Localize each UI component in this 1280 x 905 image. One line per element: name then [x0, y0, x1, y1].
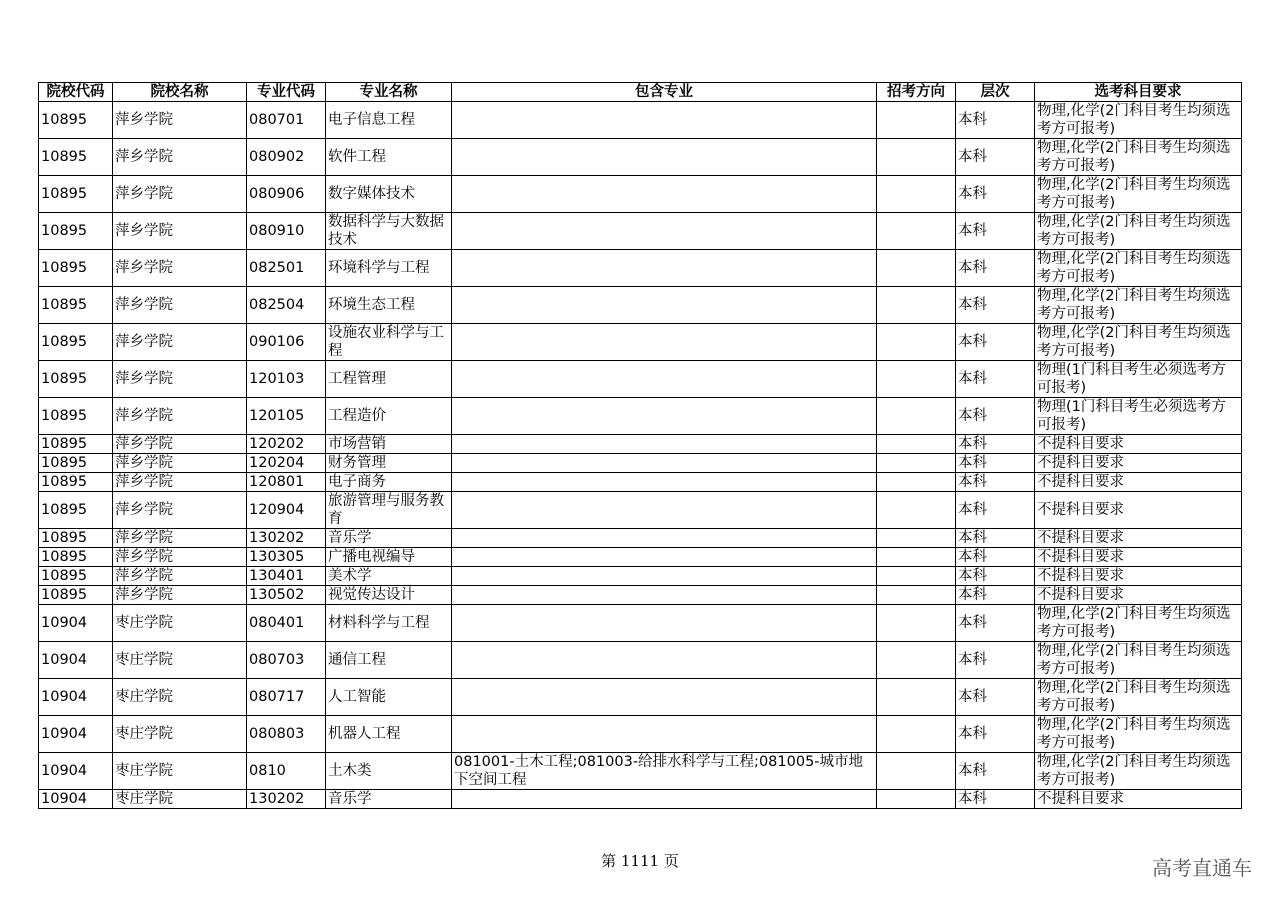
cell-major-name: 广播电视编导 — [326, 548, 452, 567]
table-row — [39, 324, 1242, 361]
cell-school-code: 10904 — [39, 790, 113, 809]
header-row — [39, 83, 1242, 102]
cell-major-code: 080401 — [247, 605, 326, 642]
cell-major-name: 电子信息工程 — [326, 102, 452, 139]
cell-major-name: 数字媒体技术 — [326, 176, 452, 213]
cell-direction — [877, 642, 956, 679]
table-row — [39, 454, 1242, 473]
cell-school-name: 萍乡学院 — [113, 586, 247, 605]
cell-school-name: 萍乡学院 — [113, 361, 247, 398]
cell-level: 本科 — [956, 176, 1035, 213]
cell-school-name: 萍乡学院 — [113, 176, 247, 213]
cell-major-code: 120105 — [247, 398, 326, 435]
table-row — [39, 679, 1242, 716]
cell-direction — [877, 567, 956, 586]
header-direction: 招考方向 — [877, 83, 956, 102]
cell-included-majors — [452, 287, 877, 324]
cell-major-code: 080701 — [247, 102, 326, 139]
table-row — [39, 716, 1242, 753]
cell-direction — [877, 529, 956, 548]
cell-school-name: 萍乡学院 — [113, 492, 247, 529]
cell-level: 本科 — [956, 605, 1035, 642]
cell-subject-requirement: 物理,化学(2门科目考生均须选考方可报考) — [1035, 324, 1242, 361]
cell-school-name: 枣庄学院 — [113, 679, 247, 716]
cell-school-name: 萍乡学院 — [113, 548, 247, 567]
cell-level: 本科 — [956, 642, 1035, 679]
cell-school-code: 10895 — [39, 473, 113, 492]
cell-level: 本科 — [956, 586, 1035, 605]
cell-level: 本科 — [956, 567, 1035, 586]
cell-major-name: 设施农业科学与工程 — [326, 324, 452, 361]
cell-major-code: 090106 — [247, 324, 326, 361]
cell-school-name: 萍乡学院 — [113, 287, 247, 324]
cell-direction — [877, 250, 956, 287]
cell-school-name: 枣庄学院 — [113, 605, 247, 642]
cell-school-code: 10895 — [39, 492, 113, 529]
cell-school-name: 萍乡学院 — [113, 213, 247, 250]
cell-school-name: 枣庄学院 — [113, 790, 247, 809]
cell-direction — [877, 492, 956, 529]
cell-subject-requirement: 物理,化学(2门科目考生均须选考方可报考) — [1035, 642, 1242, 679]
table-row — [39, 567, 1242, 586]
cell-included-majors — [452, 642, 877, 679]
cell-school-code: 10895 — [39, 435, 113, 454]
cell-level: 本科 — [956, 790, 1035, 809]
cell-included-majors: 081001-土木工程;081003-给排水科学与工程;081005-城市地下空间工程 — [452, 753, 877, 790]
watermark: 高考直通车 — [1152, 856, 1252, 880]
cell-level: 本科 — [956, 102, 1035, 139]
table-row — [39, 139, 1242, 176]
cell-subject-requirement: 不提科目要求 — [1035, 435, 1242, 454]
cell-included-majors — [452, 529, 877, 548]
table-row — [39, 790, 1242, 809]
cell-direction — [877, 324, 956, 361]
cell-direction — [877, 473, 956, 492]
cell-school-name: 枣庄学院 — [113, 716, 247, 753]
cell-major-name: 财务管理 — [326, 454, 452, 473]
table-body — [39, 102, 1242, 809]
cell-major-name: 材料科学与工程 — [326, 605, 452, 642]
cell-school-code: 10904 — [39, 605, 113, 642]
cell-major-code: 130202 — [247, 790, 326, 809]
cell-included-majors — [452, 586, 877, 605]
cell-major-name: 环境科学与工程 — [326, 250, 452, 287]
cell-level: 本科 — [956, 213, 1035, 250]
cell-level: 本科 — [956, 454, 1035, 473]
cell-major-name: 机器人工程 — [326, 716, 452, 753]
cell-subject-requirement: 不提科目要求 — [1035, 567, 1242, 586]
cell-subject-requirement: 不提科目要求 — [1035, 529, 1242, 548]
cell-school-code: 10895 — [39, 548, 113, 567]
cell-subject-requirement: 不提科目要求 — [1035, 473, 1242, 492]
cell-school-name: 萍乡学院 — [113, 324, 247, 361]
cell-major-code: 130502 — [247, 586, 326, 605]
cell-major-code: 120103 — [247, 361, 326, 398]
cell-direction — [877, 790, 956, 809]
cell-subject-requirement: 物理(1门科目考生必须选考方可报考) — [1035, 361, 1242, 398]
cell-level: 本科 — [956, 324, 1035, 361]
cell-subject-requirement: 物理,化学(2门科目考生均须选考方可报考) — [1035, 213, 1242, 250]
cell-major-code: 0810 — [247, 753, 326, 790]
cell-subject-requirement: 物理,化学(2门科目考生均须选考方可报考) — [1035, 250, 1242, 287]
table-row — [39, 529, 1242, 548]
cell-direction — [877, 176, 956, 213]
table-row — [39, 586, 1242, 605]
cell-included-majors — [452, 176, 877, 213]
cell-school-code: 10895 — [39, 250, 113, 287]
cell-major-code: 080803 — [247, 716, 326, 753]
cell-included-majors — [452, 435, 877, 454]
cell-major-code: 120202 — [247, 435, 326, 454]
cell-school-code: 10895 — [39, 176, 113, 213]
cell-school-name: 萍乡学院 — [113, 435, 247, 454]
cell-school-code: 10904 — [39, 642, 113, 679]
cell-direction — [877, 586, 956, 605]
table-row — [39, 605, 1242, 642]
cell-direction — [877, 139, 956, 176]
cell-level: 本科 — [956, 250, 1035, 287]
cell-major-code: 120204 — [247, 454, 326, 473]
cell-subject-requirement: 不提科目要求 — [1035, 790, 1242, 809]
cell-level: 本科 — [956, 753, 1035, 790]
cell-major-name: 土木类 — [326, 753, 452, 790]
cell-subject-requirement: 不提科目要求 — [1035, 454, 1242, 473]
cell-major-code: 130202 — [247, 529, 326, 548]
cell-included-majors — [452, 605, 877, 642]
page-number: 第 1111 页 — [601, 852, 679, 870]
cell-major-code: 082504 — [247, 287, 326, 324]
admission-table — [38, 82, 1242, 809]
cell-school-code: 10904 — [39, 679, 113, 716]
table-row — [39, 435, 1242, 454]
cell-major-code: 080906 — [247, 176, 326, 213]
cell-major-name: 工程造价 — [326, 398, 452, 435]
cell-direction — [877, 548, 956, 567]
table-row — [39, 473, 1242, 492]
cell-direction — [877, 361, 956, 398]
table-row — [39, 548, 1242, 567]
cell-major-name: 环境生态工程 — [326, 287, 452, 324]
cell-included-majors — [452, 454, 877, 473]
cell-subject-requirement: 物理,化学(2门科目考生均须选考方可报考) — [1035, 139, 1242, 176]
cell-subject-requirement: 物理,化学(2门科目考生均须选考方可报考) — [1035, 753, 1242, 790]
cell-major-code: 120801 — [247, 473, 326, 492]
cell-subject-requirement: 不提科目要求 — [1035, 586, 1242, 605]
cell-school-code: 10895 — [39, 213, 113, 250]
cell-major-name: 软件工程 — [326, 139, 452, 176]
cell-major-code: 120904 — [247, 492, 326, 529]
cell-included-majors — [452, 213, 877, 250]
cell-level: 本科 — [956, 287, 1035, 324]
cell-major-name: 电子商务 — [326, 473, 452, 492]
cell-major-name: 工程管理 — [326, 361, 452, 398]
cell-subject-requirement: 物理,化学(2门科目考生均须选考方可报考) — [1035, 287, 1242, 324]
cell-subject-requirement: 物理,化学(2门科目考生均须选考方可报考) — [1035, 716, 1242, 753]
cell-level: 本科 — [956, 473, 1035, 492]
cell-level: 本科 — [956, 529, 1035, 548]
table-row — [39, 176, 1242, 213]
table-row — [39, 492, 1242, 529]
cell-school-code: 10895 — [39, 361, 113, 398]
cell-school-code: 10904 — [39, 716, 113, 753]
cell-school-name: 萍乡学院 — [113, 250, 247, 287]
cell-school-name: 萍乡学院 — [113, 529, 247, 548]
cell-level: 本科 — [956, 435, 1035, 454]
table-row — [39, 398, 1242, 435]
cell-major-name: 人工智能 — [326, 679, 452, 716]
table-row — [39, 287, 1242, 324]
cell-major-code: 080910 — [247, 213, 326, 250]
cell-direction — [877, 716, 956, 753]
header-school-code: 院校代码 — [39, 83, 113, 102]
cell-school-code: 10895 — [39, 529, 113, 548]
cell-school-code: 10895 — [39, 454, 113, 473]
cell-subject-requirement: 物理,化学(2门科目考生均须选考方可报考) — [1035, 176, 1242, 213]
cell-school-code: 10895 — [39, 139, 113, 176]
cell-school-name: 萍乡学院 — [113, 398, 247, 435]
cell-major-code: 080703 — [247, 642, 326, 679]
header-level: 层次 — [956, 83, 1035, 102]
cell-major-name: 市场营销 — [326, 435, 452, 454]
cell-included-majors — [452, 102, 877, 139]
cell-school-code: 10895 — [39, 102, 113, 139]
cell-major-name: 通信工程 — [326, 642, 452, 679]
header-subject-requirement: 选考科目要求 — [1035, 83, 1242, 102]
cell-direction — [877, 398, 956, 435]
cell-major-code: 082501 — [247, 250, 326, 287]
cell-included-majors — [452, 398, 877, 435]
header-school-name: 院校名称 — [113, 83, 247, 102]
cell-subject-requirement: 物理,化学(2门科目考生均须选考方可报考) — [1035, 605, 1242, 642]
cell-school-name: 萍乡学院 — [113, 139, 247, 176]
cell-school-code: 10895 — [39, 324, 113, 361]
cell-school-code: 10895 — [39, 567, 113, 586]
cell-school-name: 萍乡学院 — [113, 567, 247, 586]
cell-school-name: 萍乡学院 — [113, 473, 247, 492]
cell-direction — [877, 435, 956, 454]
cell-major-name: 视觉传达设计 — [326, 586, 452, 605]
cell-subject-requirement: 物理,化学(2门科目考生均须选考方可报考) — [1035, 679, 1242, 716]
cell-included-majors — [452, 716, 877, 753]
cell-school-code: 10895 — [39, 586, 113, 605]
cell-major-name: 旅游管理与服务教育 — [326, 492, 452, 529]
table-row — [39, 642, 1242, 679]
cell-direction — [877, 454, 956, 473]
cell-direction — [877, 287, 956, 324]
cell-school-code: 10895 — [39, 287, 113, 324]
cell-included-majors — [452, 492, 877, 529]
cell-subject-requirement: 不提科目要求 — [1035, 492, 1242, 529]
cell-subject-requirement: 物理(1门科目考生必须选考方可报考) — [1035, 398, 1242, 435]
cell-school-code: 10904 — [39, 753, 113, 790]
cell-included-majors — [452, 790, 877, 809]
cell-direction — [877, 753, 956, 790]
cell-school-name: 萍乡学院 — [113, 102, 247, 139]
table-row — [39, 213, 1242, 250]
header-major-code: 专业代码 — [247, 83, 326, 102]
cell-level: 本科 — [956, 679, 1035, 716]
cell-major-code: 080902 — [247, 139, 326, 176]
cell-direction — [877, 213, 956, 250]
cell-level: 本科 — [956, 361, 1035, 398]
cell-school-name: 萍乡学院 — [113, 454, 247, 473]
header-major-name: 专业名称 — [326, 83, 452, 102]
cell-major-name: 音乐学 — [326, 529, 452, 548]
header-included-majors: 包含专业 — [452, 83, 877, 102]
cell-included-majors — [452, 324, 877, 361]
cell-direction — [877, 679, 956, 716]
table-row — [39, 753, 1242, 790]
cell-included-majors — [452, 473, 877, 492]
cell-major-code: 130305 — [247, 548, 326, 567]
cell-included-majors — [452, 567, 877, 586]
cell-school-name: 枣庄学院 — [113, 642, 247, 679]
table-row — [39, 102, 1242, 139]
cell-level: 本科 — [956, 139, 1035, 176]
cell-direction — [877, 102, 956, 139]
cell-major-code: 130401 — [247, 567, 326, 586]
cell-included-majors — [452, 250, 877, 287]
cell-major-name: 数据科学与大数据技术 — [326, 213, 452, 250]
cell-major-name: 音乐学 — [326, 790, 452, 809]
table-row — [39, 361, 1242, 398]
cell-included-majors — [452, 548, 877, 567]
cell-direction — [877, 605, 956, 642]
cell-level: 本科 — [956, 492, 1035, 529]
cell-subject-requirement: 不提科目要求 — [1035, 548, 1242, 567]
cell-included-majors — [452, 679, 877, 716]
cell-level: 本科 — [956, 716, 1035, 753]
cell-school-code: 10895 — [39, 398, 113, 435]
cell-school-name: 枣庄学院 — [113, 753, 247, 790]
cell-subject-requirement: 物理,化学(2门科目考生均须选考方可报考) — [1035, 102, 1242, 139]
cell-included-majors — [452, 139, 877, 176]
cell-included-majors — [452, 361, 877, 398]
table-row — [39, 250, 1242, 287]
cell-major-code: 080717 — [247, 679, 326, 716]
cell-level: 本科 — [956, 548, 1035, 567]
cell-major-name: 美术学 — [326, 567, 452, 586]
cell-level: 本科 — [956, 398, 1035, 435]
